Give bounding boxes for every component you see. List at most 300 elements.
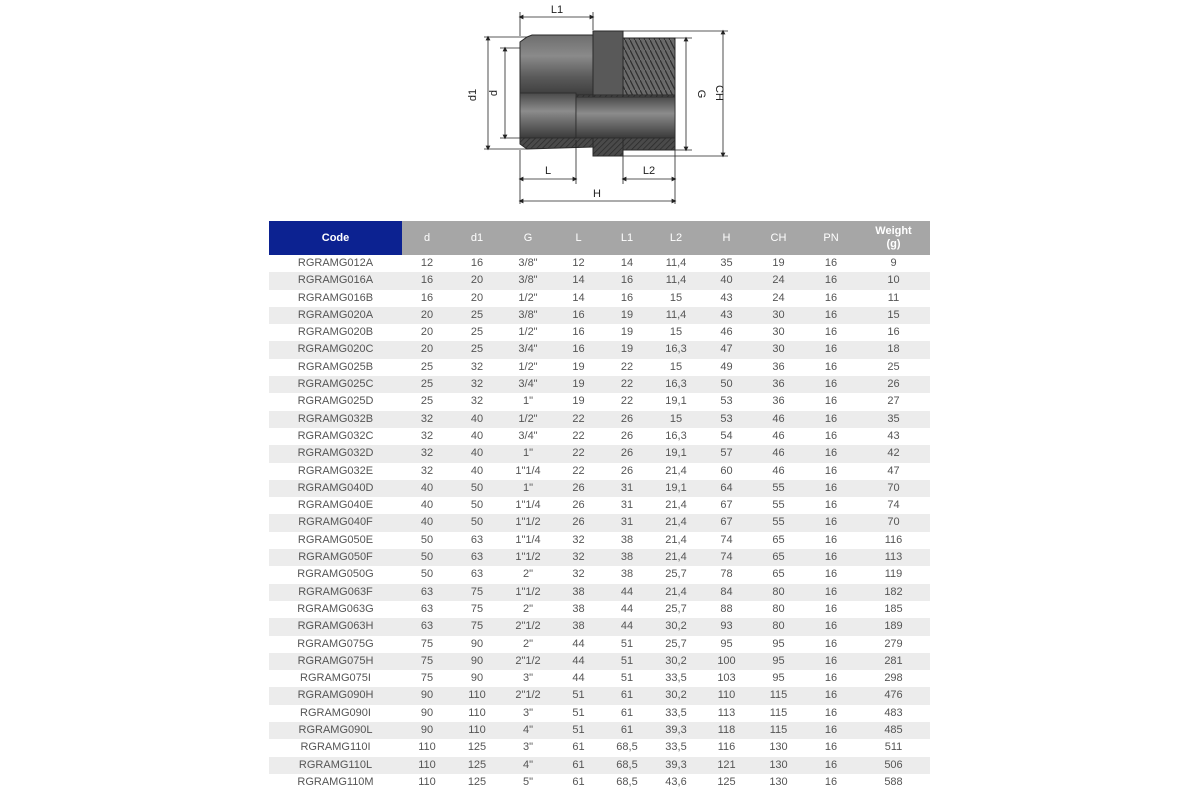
cell-h: 110 <box>701 687 752 704</box>
cell-weight: 9 <box>857 255 930 272</box>
cell-l1: 26 <box>603 445 651 462</box>
cell-l: 44 <box>554 670 603 687</box>
cell-g: 5" <box>502 774 554 791</box>
cell-h: 60 <box>701 463 752 480</box>
cell-l2: 11,4 <box>651 255 701 272</box>
cell-pn: 16 <box>805 376 857 393</box>
cell-h: 118 <box>701 722 752 739</box>
cell-l: 61 <box>554 757 603 774</box>
cell-g: 1/2" <box>502 359 554 376</box>
cell-l1: 51 <box>603 670 651 687</box>
cell-ch: 80 <box>752 584 805 601</box>
cell-l2: 15 <box>651 411 701 428</box>
cell-g: 3/8" <box>502 272 554 289</box>
cell-l1: 19 <box>603 307 651 324</box>
cell-ch: 80 <box>752 601 805 618</box>
cell-pn: 16 <box>805 255 857 272</box>
cell-h: 64 <box>701 480 752 497</box>
table-row <box>269 705 930 722</box>
cell-h: 35 <box>701 255 752 272</box>
table-row <box>269 324 930 341</box>
cell-ch: 36 <box>752 359 805 376</box>
column-header-d1: d1 <box>452 221 502 255</box>
cell-d1: 50 <box>452 497 502 514</box>
cell-ch: 95 <box>752 670 805 687</box>
cell-d1: 75 <box>452 618 502 635</box>
cell-g: 2" <box>502 601 554 618</box>
cell-g: 1/2" <box>502 411 554 428</box>
cell-l: 38 <box>554 584 603 601</box>
table-row <box>269 290 930 307</box>
cell-pn: 16 <box>805 774 857 791</box>
cell-l: 32 <box>554 549 603 566</box>
cell-l2: 21,4 <box>651 497 701 514</box>
cell-l: 22 <box>554 411 603 428</box>
table-row <box>269 774 930 791</box>
cell-g: 1"1/2 <box>502 584 554 601</box>
cell-l: 19 <box>554 393 603 410</box>
cell-d1: 20 <box>452 272 502 289</box>
cell-ch: 130 <box>752 774 805 791</box>
cell-l1: 61 <box>603 705 651 722</box>
cell-d: 32 <box>402 428 452 445</box>
cell-d1: 125 <box>452 774 502 791</box>
cell-code: RGRAMG090I <box>269 705 402 722</box>
table-row <box>269 601 930 618</box>
cell-pn: 16 <box>805 618 857 635</box>
table-row <box>269 341 930 358</box>
cell-d: 40 <box>402 514 452 531</box>
cell-weight: 588 <box>857 774 930 791</box>
cell-weight: 116 <box>857 532 930 549</box>
cell-code: RGRAMG020C <box>269 341 402 358</box>
cell-d: 50 <box>402 566 452 583</box>
cell-ch: 115 <box>752 705 805 722</box>
cell-d: 50 <box>402 549 452 566</box>
cell-code: RGRAMG032B <box>269 411 402 428</box>
cell-l2: 15 <box>651 324 701 341</box>
cell-d: 50 <box>402 532 452 549</box>
cell-g: 1"1/2 <box>502 549 554 566</box>
cell-code: RGRAMG110I <box>269 739 402 756</box>
cell-l2: 33,5 <box>651 705 701 722</box>
cell-ch: 46 <box>752 463 805 480</box>
cell-ch: 55 <box>752 480 805 497</box>
cell-l: 22 <box>554 463 603 480</box>
cell-l: 51 <box>554 705 603 722</box>
cell-pn: 16 <box>805 705 857 722</box>
cell-d1: 63 <box>452 549 502 566</box>
cell-code: RGRAMG012A <box>269 255 402 272</box>
cell-ch: 65 <box>752 566 805 583</box>
cell-h: 113 <box>701 705 752 722</box>
column-header-code: Code <box>269 221 402 255</box>
cell-l1: 22 <box>603 393 651 410</box>
cell-l: 16 <box>554 307 603 324</box>
cell-l: 12 <box>554 255 603 272</box>
cell-d: 25 <box>402 376 452 393</box>
cell-l1: 38 <box>603 532 651 549</box>
cell-d: 75 <box>402 670 452 687</box>
cell-pn: 16 <box>805 359 857 376</box>
cell-l1: 68,5 <box>603 739 651 756</box>
cell-g: 2"1/2 <box>502 618 554 635</box>
label-L2: L2 <box>642 165 656 177</box>
cell-pn: 16 <box>805 272 857 289</box>
cell-l2: 11,4 <box>651 307 701 324</box>
cell-d1: 16 <box>452 255 502 272</box>
label-H: H <box>593 188 601 200</box>
cell-l: 22 <box>554 428 603 445</box>
cell-l1: 51 <box>603 636 651 653</box>
cell-code: RGRAMG090H <box>269 687 402 704</box>
table-row <box>269 722 930 739</box>
cell-d: 20 <box>402 307 452 324</box>
cell-l1: 61 <box>603 722 651 739</box>
cell-l1: 38 <box>603 566 651 583</box>
fitting-technical-drawing <box>0 0 1200 215</box>
cell-weight: 511 <box>857 739 930 756</box>
cell-h: 46 <box>701 324 752 341</box>
cell-l1: 16 <box>603 272 651 289</box>
table-row <box>269 670 930 687</box>
cell-d1: 110 <box>452 687 502 704</box>
table-row <box>269 739 930 756</box>
table-row <box>269 307 930 324</box>
cell-pn: 16 <box>805 566 857 583</box>
cell-d: 32 <box>402 463 452 480</box>
cell-h: 50 <box>701 376 752 393</box>
cell-code: RGRAMG025B <box>269 359 402 376</box>
cell-d1: 90 <box>452 653 502 670</box>
cell-l1: 68,5 <box>603 757 651 774</box>
column-header-d: d <box>402 221 452 255</box>
cell-pn: 16 <box>805 670 857 687</box>
cell-l2: 25,7 <box>651 636 701 653</box>
cell-h: 121 <box>701 757 752 774</box>
cell-weight: 185 <box>857 601 930 618</box>
cell-l2: 15 <box>651 359 701 376</box>
cell-pn: 16 <box>805 601 857 618</box>
cell-d: 75 <box>402 636 452 653</box>
cell-g: 2"1/2 <box>502 653 554 670</box>
cell-weight: 16 <box>857 324 930 341</box>
column-header-g: G <box>502 221 554 255</box>
cell-h: 78 <box>701 566 752 583</box>
cell-h: 74 <box>701 549 752 566</box>
cell-d: 75 <box>402 653 452 670</box>
cell-l: 14 <box>554 290 603 307</box>
cell-l: 61 <box>554 739 603 756</box>
cell-l: 38 <box>554 618 603 635</box>
cell-h: 84 <box>701 584 752 601</box>
cell-ch: 130 <box>752 739 805 756</box>
cell-code: RGRAMG032E <box>269 463 402 480</box>
cell-l2: 33,5 <box>651 739 701 756</box>
cell-d: 110 <box>402 739 452 756</box>
cell-l2: 30,2 <box>651 653 701 670</box>
cell-weight: 113 <box>857 549 930 566</box>
cell-ch: 19 <box>752 255 805 272</box>
cell-d: 25 <box>402 393 452 410</box>
cell-l: 19 <box>554 376 603 393</box>
cell-d: 16 <box>402 272 452 289</box>
cell-code: RGRAMG025C <box>269 376 402 393</box>
cell-code: RGRAMG050E <box>269 532 402 549</box>
cell-l: 26 <box>554 480 603 497</box>
cell-d1: 125 <box>452 739 502 756</box>
cell-l2: 21,4 <box>651 532 701 549</box>
cell-code: RGRAMG063F <box>269 584 402 601</box>
cell-ch: 115 <box>752 687 805 704</box>
cell-pn: 16 <box>805 428 857 445</box>
cell-h: 40 <box>701 272 752 289</box>
cell-g: 3" <box>502 670 554 687</box>
cell-ch: 65 <box>752 532 805 549</box>
cell-ch: 24 <box>752 290 805 307</box>
cell-g: 4" <box>502 757 554 774</box>
cell-l1: 31 <box>603 514 651 531</box>
cell-l1: 44 <box>603 618 651 635</box>
cell-g: 1" <box>502 480 554 497</box>
cell-ch: 95 <box>752 653 805 670</box>
cell-d1: 40 <box>452 428 502 445</box>
table-row <box>269 255 930 272</box>
cell-ch: 55 <box>752 514 805 531</box>
cell-code: RGRAMG063H <box>269 618 402 635</box>
table-row <box>269 359 930 376</box>
cell-g: 4" <box>502 722 554 739</box>
cell-ch: 65 <box>752 549 805 566</box>
cell-l2: 33,5 <box>651 670 701 687</box>
cell-weight: 26 <box>857 376 930 393</box>
cell-d1: 40 <box>452 445 502 462</box>
label-CH: CH <box>713 85 725 101</box>
table-row <box>269 428 930 445</box>
cell-d: 90 <box>402 705 452 722</box>
cell-g: 2" <box>502 566 554 583</box>
cell-d: 63 <box>402 618 452 635</box>
cell-g: 3/4" <box>502 341 554 358</box>
cell-ch: 95 <box>752 636 805 653</box>
cell-d1: 50 <box>452 480 502 497</box>
cell-d1: 110 <box>452 705 502 722</box>
cell-pn: 16 <box>805 463 857 480</box>
cell-weight: 10 <box>857 272 930 289</box>
label-L: L <box>544 165 552 177</box>
cell-l: 26 <box>554 497 603 514</box>
table-row <box>269 272 930 289</box>
cell-l1: 14 <box>603 255 651 272</box>
cell-h: 116 <box>701 739 752 756</box>
label-d: d <box>488 89 500 97</box>
cell-ch: 36 <box>752 376 805 393</box>
cell-l1: 38 <box>603 549 651 566</box>
cell-l1: 31 <box>603 480 651 497</box>
cell-weight: 74 <box>857 497 930 514</box>
cell-l2: 21,4 <box>651 584 701 601</box>
cell-d: 63 <box>402 601 452 618</box>
cell-d1: 75 <box>452 601 502 618</box>
cell-l2: 21,4 <box>651 549 701 566</box>
cell-pn: 16 <box>805 584 857 601</box>
cell-ch: 55 <box>752 497 805 514</box>
cell-l1: 31 <box>603 497 651 514</box>
cell-d: 25 <box>402 359 452 376</box>
table-row <box>269 653 930 670</box>
weight-header-label: Weight <box>875 225 912 237</box>
cell-l2: 30,2 <box>651 618 701 635</box>
cell-l1: 16 <box>603 290 651 307</box>
cell-g: 3" <box>502 705 554 722</box>
cell-l: 32 <box>554 566 603 583</box>
cell-l2: 19,1 <box>651 480 701 497</box>
cell-l1: 26 <box>603 428 651 445</box>
cell-code: RGRAMG090L <box>269 722 402 739</box>
cell-l1: 19 <box>603 324 651 341</box>
cell-ch: 36 <box>752 393 805 410</box>
cell-l2: 21,4 <box>651 463 701 480</box>
cell-l2: 19,1 <box>651 445 701 462</box>
cell-d: 32 <box>402 411 452 428</box>
cell-l: 38 <box>554 601 603 618</box>
cell-d1: 25 <box>452 341 502 358</box>
cell-ch: 46 <box>752 445 805 462</box>
cell-weight: 279 <box>857 636 930 653</box>
table-row <box>269 636 930 653</box>
cell-ch: 24 <box>752 272 805 289</box>
cell-d1: 50 <box>452 514 502 531</box>
cell-code: RGRAMG016A <box>269 272 402 289</box>
cell-d1: 125 <box>452 757 502 774</box>
cell-weight: 35 <box>857 411 930 428</box>
cell-l2: 25,7 <box>651 566 701 583</box>
cell-h: 49 <box>701 359 752 376</box>
cell-l2: 39,3 <box>651 757 701 774</box>
cell-d: 63 <box>402 584 452 601</box>
table-row <box>269 757 930 774</box>
column-header-l2: L2 <box>651 221 701 255</box>
table-row <box>269 480 930 497</box>
cell-l: 44 <box>554 636 603 653</box>
cell-l: 26 <box>554 514 603 531</box>
cell-h: 93 <box>701 618 752 635</box>
cell-weight: 70 <box>857 514 930 531</box>
cell-code: RGRAMG040D <box>269 480 402 497</box>
cell-g: 1"1/4 <box>502 497 554 514</box>
cell-h: 125 <box>701 774 752 791</box>
cell-pn: 16 <box>805 445 857 462</box>
cell-d1: 90 <box>452 670 502 687</box>
table-row <box>269 566 930 583</box>
cell-d: 32 <box>402 445 452 462</box>
cell-d1: 32 <box>452 393 502 410</box>
cell-code: RGRAMG025D <box>269 393 402 410</box>
cell-g: 3/4" <box>502 376 554 393</box>
cell-pn: 16 <box>805 480 857 497</box>
cell-weight: 43 <box>857 428 930 445</box>
cell-pn: 16 <box>805 341 857 358</box>
cell-weight: 47 <box>857 463 930 480</box>
cell-d: 12 <box>402 255 452 272</box>
cell-l2: 15 <box>651 290 701 307</box>
cell-l: 51 <box>554 687 603 704</box>
column-header-ch: CH <box>752 221 805 255</box>
cell-h: 88 <box>701 601 752 618</box>
cell-d: 20 <box>402 341 452 358</box>
cell-l1: 68,5 <box>603 774 651 791</box>
cell-l: 51 <box>554 722 603 739</box>
cell-d1: 40 <box>452 411 502 428</box>
label-G: G <box>695 89 707 99</box>
cell-h: 43 <box>701 307 752 324</box>
cell-l2: 30,2 <box>651 687 701 704</box>
cell-d1: 63 <box>452 532 502 549</box>
cell-d1: 32 <box>452 376 502 393</box>
cell-d: 16 <box>402 290 452 307</box>
column-header-h: H <box>701 221 752 255</box>
cell-pn: 16 <box>805 739 857 756</box>
cell-l: 14 <box>554 272 603 289</box>
cell-weight: 476 <box>857 687 930 704</box>
cell-code: RGRAMG020B <box>269 324 402 341</box>
cell-l1: 44 <box>603 601 651 618</box>
cell-h: 100 <box>701 653 752 670</box>
cell-pn: 16 <box>805 636 857 653</box>
cell-l: 19 <box>554 359 603 376</box>
cell-g: 1" <box>502 393 554 410</box>
cell-l1: 19 <box>603 341 651 358</box>
cell-weight: 15 <box>857 307 930 324</box>
weight-header-unit: (g) <box>886 238 901 250</box>
cell-pn: 16 <box>805 653 857 670</box>
cell-code: RGRAMG050F <box>269 549 402 566</box>
cell-g: 3/8" <box>502 255 554 272</box>
cell-weight: 506 <box>857 757 930 774</box>
table-row <box>269 445 930 462</box>
cell-d1: 63 <box>452 566 502 583</box>
cell-h: 43 <box>701 290 752 307</box>
fitting-body <box>520 31 675 156</box>
cell-pn: 16 <box>805 687 857 704</box>
cell-pn: 16 <box>805 290 857 307</box>
cell-g: 2" <box>502 636 554 653</box>
cell-g: 1" <box>502 445 554 462</box>
cell-g: 3" <box>502 739 554 756</box>
cell-l2: 39,3 <box>651 722 701 739</box>
cell-g: 1"1/2 <box>502 514 554 531</box>
cell-l1: 26 <box>603 411 651 428</box>
cell-pn: 16 <box>805 411 857 428</box>
cell-g: 1/2" <box>502 324 554 341</box>
table-row <box>269 393 930 410</box>
cell-code: RGRAMG075G <box>269 636 402 653</box>
cell-d: 40 <box>402 497 452 514</box>
dimensions-table <box>269 221 930 791</box>
cell-pn: 16 <box>805 324 857 341</box>
cell-ch: 46 <box>752 428 805 445</box>
cell-l1: 51 <box>603 653 651 670</box>
cell-d: 90 <box>402 687 452 704</box>
table-row <box>269 532 930 549</box>
cell-h: 53 <box>701 393 752 410</box>
cell-ch: 30 <box>752 341 805 358</box>
cell-d: 90 <box>402 722 452 739</box>
cell-l1: 26 <box>603 463 651 480</box>
cell-h: 67 <box>701 514 752 531</box>
table-header-row <box>269 221 930 255</box>
cell-l1: 22 <box>603 359 651 376</box>
